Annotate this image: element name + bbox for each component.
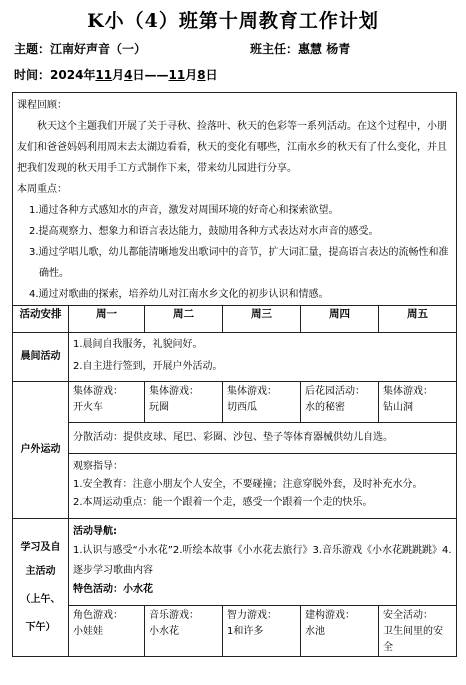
morning-line: 2.自主进行签到，开展户外活动。 — [73, 361, 223, 372]
study-corners-row — [13, 606, 457, 657]
corner-value: 小水花 — [149, 626, 179, 637]
schedule-header-row — [13, 306, 457, 333]
point-item: 1.通过各种方式感知水的声音，激发对周围环境的好奇心和探索欲望。 — [29, 205, 339, 216]
scatter-cell — [69, 423, 457, 454]
outdoor-guidance-row — [13, 454, 457, 519]
corner-value: 水池 — [305, 626, 325, 637]
month-char: 月 — [112, 68, 125, 82]
header-cell: 周一 — [69, 306, 145, 333]
theme-row — [14, 40, 350, 57]
corner-title: 智力游戏： — [227, 610, 277, 621]
scatter-text: 分散活动：提供皮球、尾巴、彩圈、沙包、垫子等体育器械供幼儿自选。 — [73, 432, 393, 443]
start-month: 11 — [95, 68, 113, 82]
corner-cell — [301, 606, 379, 657]
game-cell — [69, 382, 145, 423]
nav-title: 活动导航: — [73, 526, 117, 537]
time-row — [14, 66, 218, 83]
guidance-title: 观察指导： — [73, 461, 123, 472]
points-title: 本周重点： — [17, 184, 67, 195]
game-value: 开火车 — [73, 402, 103, 413]
study-label-line: 学习及自 — [20, 541, 61, 553]
corner-value: 卫生间里的安全 — [383, 626, 443, 653]
game-value: 水的秘密 — [305, 402, 345, 413]
game-title: 后花园活动： — [305, 386, 365, 397]
guidance-line: 2.本周运动重点：能一个跟着一个走，感受一个跟着一个走的快乐。 — [73, 497, 373, 508]
outdoor-scatter-row — [13, 423, 457, 454]
corner-title: 安全活动： — [383, 610, 433, 621]
outdoor-games-row — [13, 382, 457, 423]
study-label — [13, 519, 69, 657]
study-nav-row — [13, 519, 457, 606]
morning-row — [13, 333, 457, 382]
study-label-line: （上午、 — [20, 593, 61, 605]
corner-value: 1和许多 — [227, 626, 264, 637]
day-char: 日—— — [132, 68, 169, 82]
study-nav-cell — [69, 519, 457, 606]
corner-cell — [145, 606, 223, 657]
page-title: K小（4）班第十周教育工作计划 — [87, 10, 379, 32]
header-cell: 周五 — [379, 306, 457, 333]
game-cell — [379, 382, 457, 423]
corner-title: 音乐游戏： — [149, 610, 199, 621]
review-paragraph: 秋天这个主题我们开展了关于寻秋、捡落叶、秋天的色彩等一系列活动。在这个过程中，小朋友们和爸爸妈妈利用周末去太湖边看看，秋天的变化有哪些，江南水乡的秋天有了什么变化，并且把我们发现的秋天用手工方式制作下来，带来幼儿园进行分享。 — [17, 121, 447, 174]
game-title: 集体游戏： — [383, 386, 433, 397]
month-char: 月 — [185, 68, 198, 82]
morning-cell — [69, 333, 457, 382]
time-label: 时间： — [14, 68, 51, 82]
teacher-label: 班主任： — [250, 42, 299, 56]
header-cell: 周四 — [301, 306, 379, 333]
game-value: 钻山洞 — [383, 402, 413, 413]
morning-label: 晨间活动 — [13, 333, 69, 382]
review-row — [13, 93, 457, 306]
header-cell: 活动安排 — [13, 306, 69, 333]
game-title: 集体游戏： — [227, 386, 277, 397]
game-value: 玩圈 — [149, 402, 169, 413]
header-cell: 周三 — [223, 306, 301, 333]
review-cell — [13, 93, 457, 306]
nav-text: 1.认识与感受“小水花”2.听绘本故事《小水花去旅行》3.音乐游戏《小水花跳跳跳》4.逐步学习歌曲内容 — [73, 545, 452, 576]
study-label-line: 下午） — [25, 621, 56, 633]
point-item: 3.通过学唱儿歌，幼儿都能清晰地发出歌词中的音节，扩大词汇量，提高语言表达的流畅性和准确性。 — [29, 247, 449, 279]
game-cell — [145, 382, 223, 423]
end-month: 11 — [168, 68, 186, 82]
corner-title: 角色游戏： — [73, 610, 123, 621]
header-cell: 周二 — [145, 306, 223, 333]
start-day: 4 — [124, 68, 133, 82]
feature-title: 特色活动：小水花 — [73, 584, 153, 595]
outdoor-label: 户外运动 — [13, 382, 69, 519]
plan-table — [12, 92, 457, 657]
game-value: 切西瓜 — [227, 402, 257, 413]
game-title: 集体游戏： — [149, 386, 199, 397]
game-cell — [301, 382, 379, 423]
point-item: 2.提高观察力、想象力和语言表达能力，鼓励用各种方式表达对水声音的感受。 — [29, 226, 379, 237]
corner-cell — [379, 606, 457, 657]
corner-value: 小娃娃 — [73, 626, 103, 637]
time-year: 2024年 — [50, 68, 96, 82]
theme-label: 主题： — [14, 42, 51, 56]
corner-title: 建构游戏： — [305, 610, 355, 621]
theme-value: 江南好声音（一） — [50, 42, 147, 56]
review-title: 课程回顾： — [17, 100, 67, 111]
teacher-value: 惠慧 杨青 — [298, 42, 351, 56]
corner-cell — [69, 606, 145, 657]
guidance-line: 1.安全教育：注意小朋友个人安全，不要碰撞；注意穿脱外套，及时补充水分。 — [73, 479, 423, 490]
corner-cell — [223, 606, 301, 657]
game-title: 集体游戏： — [73, 386, 123, 397]
guidance-cell — [69, 454, 457, 519]
game-cell — [223, 382, 301, 423]
morning-line: 1.晨间自我服务，礼貌问好。 — [73, 339, 203, 350]
study-label-line: 主活动 — [25, 565, 56, 577]
end-day: 8 — [197, 68, 206, 82]
point-item: 4.通过对歌曲的探索，培养幼儿对江南水乡文化的初步认识和情感。 — [29, 289, 329, 300]
day-char: 日 — [205, 68, 218, 82]
